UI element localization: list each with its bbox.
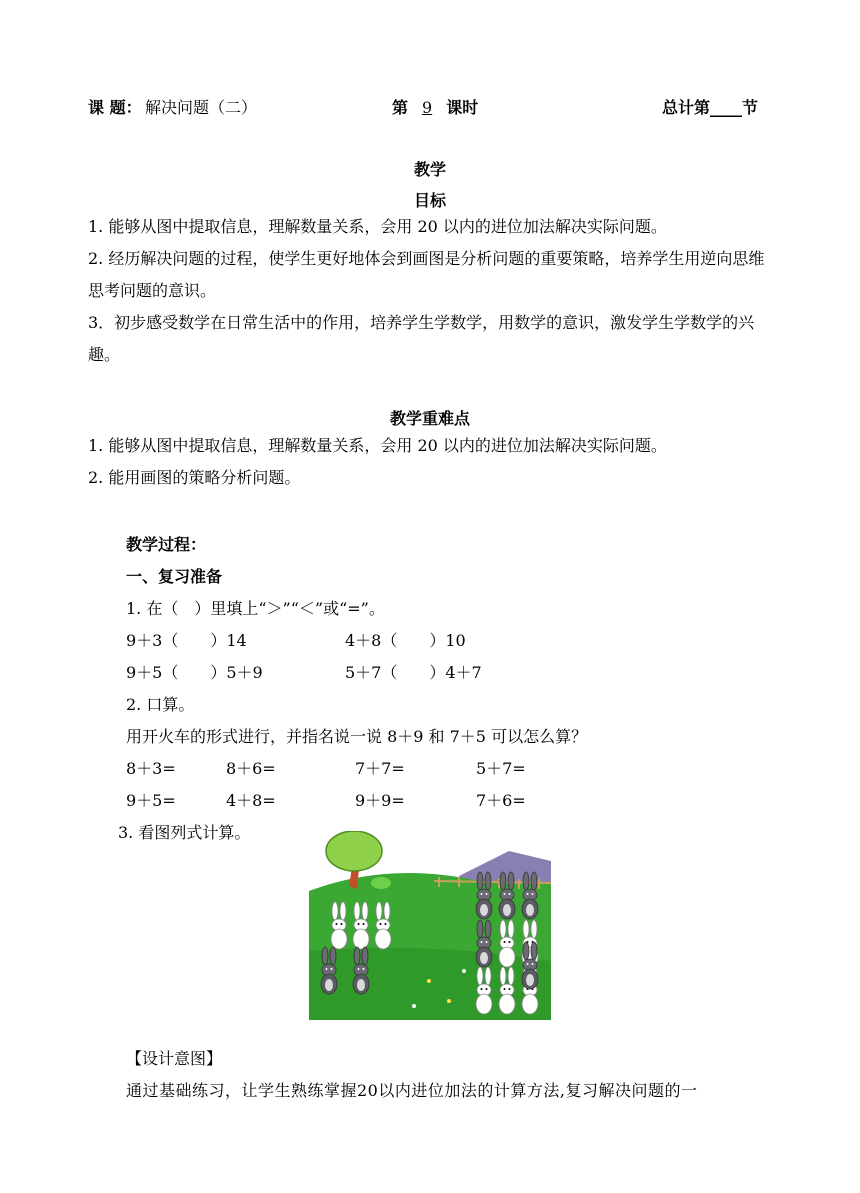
goal-item-3: 3．初步感受数学在日常生活中的作用，培养学生学数学，用数学的意识，激发学生学数学的兴趣。 (88, 313, 755, 364)
topic-value: 解决问题（二） (145, 98, 258, 117)
oral-r2-c3: 9＋9= (355, 791, 405, 810)
question-3: 3. 看图列式计算。 (118, 823, 251, 842)
lesson-number: 9 (422, 98, 433, 117)
topic-label: 课 题： (88, 98, 142, 117)
goal-item-1: 1. 能够从图中提取信息，理解数量关系，会用 20 以内的进位加法解决实际问题。 (88, 217, 667, 236)
oral-r1-c1: 8＋3= (126, 759, 176, 778)
section1-heading: 一、复习准备 (126, 567, 223, 586)
compare-r2-c2: 5＋7（ ）4＋7 (345, 663, 482, 682)
oral-r1-c3: 7＋7= (355, 759, 405, 778)
goal-item-2: 2. 经历解决问题的过程，使学生更好地体会到画图是分析问题的重要策略，培养学生用逆向思维思考问题的意识。 (88, 249, 765, 300)
lesson-prefix: 第 (392, 98, 409, 117)
question-2: 2. 口算。 (126, 695, 195, 714)
oral-r2-c2: 4＋8= (226, 791, 276, 810)
total-count-line (662, 95, 758, 118)
process-heading: 教学过程： (126, 535, 207, 554)
oral-r1-c4: 5＋7= (476, 759, 526, 778)
keypoint-item-1: 1. 能够从图中提取信息，理解数量关系，会用 20 以内的进位加法解决实际问题。 (88, 436, 667, 455)
compare-r1-c2: 4＋8（ ）10 (345, 631, 466, 650)
design-text: 通过基础练习，让学生熟练掌握20以内进位加法的计算方法,复习解决问题的一 (126, 1081, 698, 1100)
question-2-desc: 用开火车的形式进行，并指名说一说 8＋9 和 7＋5 可以怎么算？ (126, 727, 588, 746)
compare-r1-c1: 9＋3（ ）14 (126, 631, 247, 650)
keypoint-item-2: 2. 能用画图的策略分析问题。 (88, 468, 301, 487)
total-blank: ____ (710, 98, 743, 117)
oral-r2-c1: 9＋5= (126, 791, 176, 810)
goals-heading-line1: 教学 (413, 160, 446, 179)
lesson-suffix: 课时 (446, 98, 479, 117)
total-label: 总计第 (662, 98, 711, 117)
question-1: 1. 在（ ）里填上“＞”“＜”或“=”。 (126, 599, 385, 618)
lesson-number-line (392, 95, 478, 118)
oral-r2-c4: 7＋6= (476, 791, 526, 810)
oral-r1-c2: 8＋6= (226, 759, 276, 778)
design-heading: 【设计意图】 (126, 1049, 223, 1068)
total-suffix: 节 (742, 98, 759, 117)
goals-heading-line2: 目标 (413, 191, 446, 210)
keypoints-heading: 教学重难点 (389, 409, 470, 428)
compare-r2-c1: 9＋5（ ）5＋9 (126, 663, 263, 682)
bunny-illustration (309, 831, 551, 1020)
